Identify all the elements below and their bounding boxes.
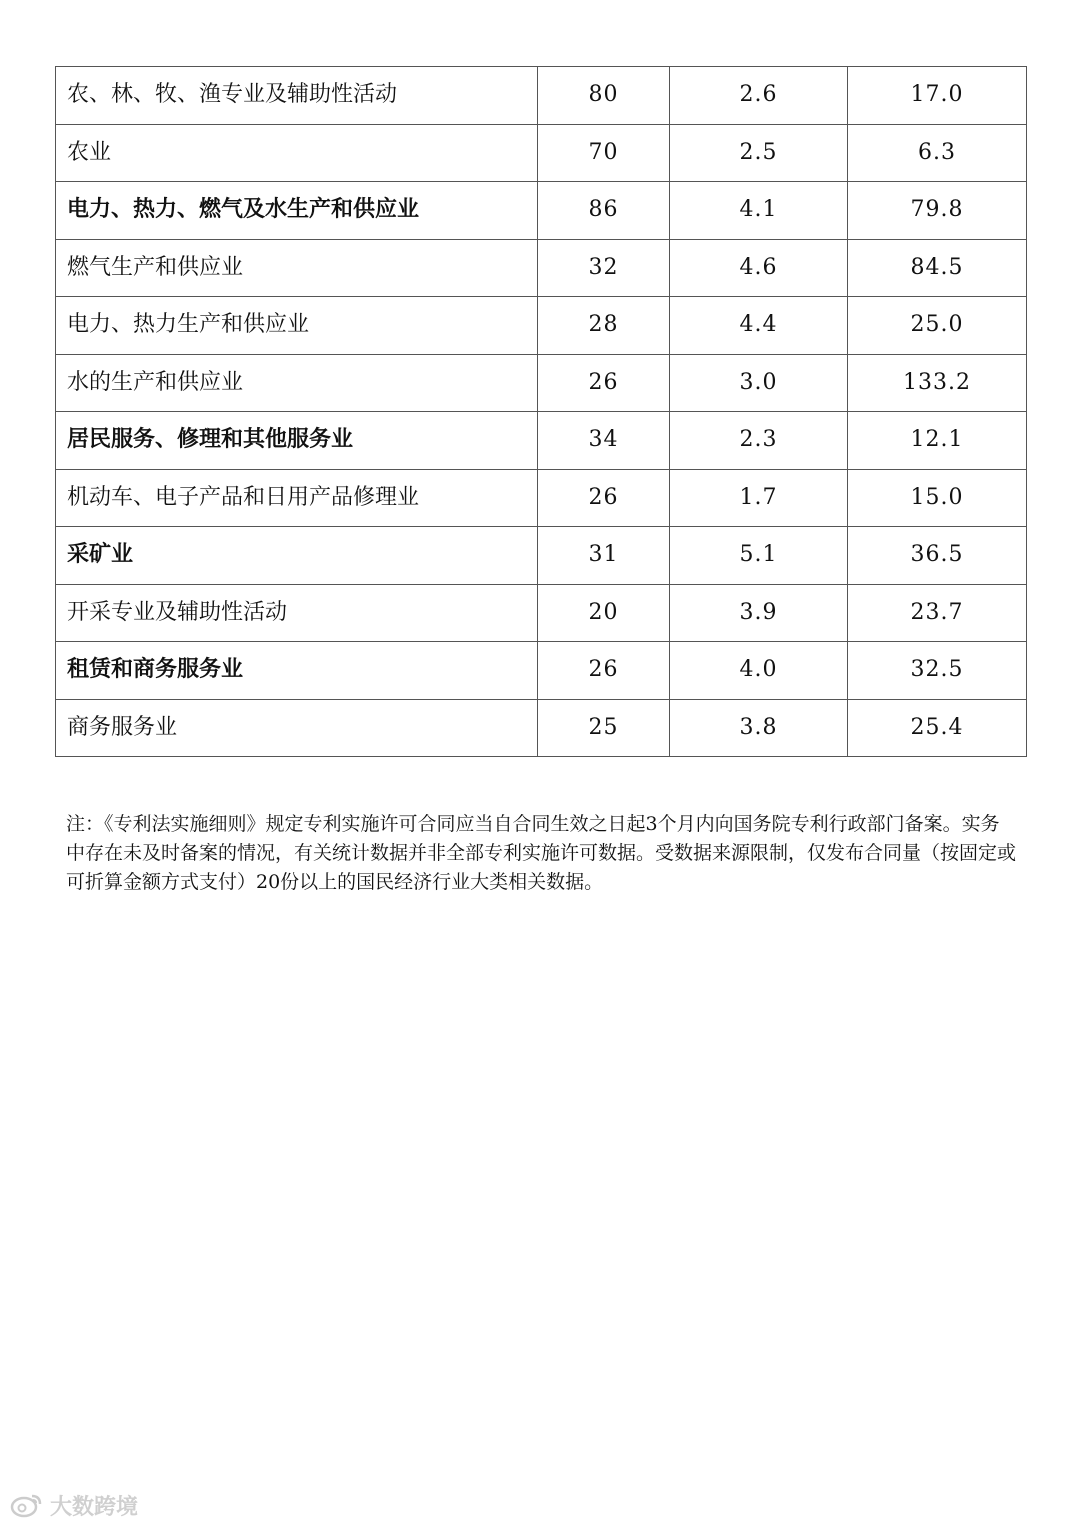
watermark — [10, 1490, 138, 1520]
industry-name-cell: 商务服务业 — [56, 699, 538, 757]
value-cell-1: 70 — [538, 124, 670, 182]
table-row — [56, 297, 1027, 355]
value-cell-2: 2.5 — [670, 124, 848, 182]
table-row — [56, 699, 1027, 757]
value-cell-1: 20 — [538, 584, 670, 642]
industry-name-cell: 农业 — [56, 124, 538, 182]
value-cell-2: 4.6 — [670, 239, 848, 297]
table-row — [56, 642, 1027, 700]
value-cell-1: 28 — [538, 297, 670, 355]
industry-name-cell: 开采专业及辅助性活动 — [56, 584, 538, 642]
industry-name-cell: 采矿业 — [56, 527, 538, 585]
value-cell-1: 32 — [538, 239, 670, 297]
value-cell-1: 86 — [538, 182, 670, 240]
watermark-text: 大数跨境 — [50, 1494, 139, 1520]
table-row — [56, 239, 1027, 297]
weibo-logo-icon — [10, 1492, 44, 1518]
industry-name-cell: 机动车、电子产品和日用产品修理业 — [56, 469, 538, 527]
value-cell-3: 36.5 — [848, 527, 1027, 585]
value-cell-2: 3.9 — [670, 584, 848, 642]
value-cell-3: 12.1 — [848, 412, 1027, 470]
value-cell-2: 5.1 — [670, 527, 848, 585]
table-footnote: 注：《专利法实施细则》规定专利实施许可合同应当自合同生效之日起3个月内向国务院专利行政部门备案。实务中存在未及时备案的情况，有关统计数据并非全部专利实施许可数据。受数据来源限制，仅发布合同量（按固定或可折算金额方式支付）20份以上的国民经济行业大类相关数据。 — [66, 813, 1017, 893]
value-cell-3: 15.0 — [848, 469, 1027, 527]
value-cell-2: 3.0 — [670, 354, 848, 412]
value-cell-1: 26 — [538, 642, 670, 700]
industry-name-cell: 租赁和商务服务业 — [56, 642, 538, 700]
table-row — [56, 527, 1027, 585]
value-cell-1: 80 — [538, 67, 670, 125]
value-cell-3: 17.0 — [848, 67, 1027, 125]
value-cell-2: 2.3 — [670, 412, 848, 470]
industry-name-cell: 水的生产和供应业 — [56, 354, 538, 412]
value-cell-1: 26 — [538, 469, 670, 527]
value-cell-3: 32.5 — [848, 642, 1027, 700]
table-row — [56, 469, 1027, 527]
value-cell-2: 2.6 — [670, 67, 848, 125]
table-row — [56, 124, 1027, 182]
value-cell-1: 26 — [538, 354, 670, 412]
value-cell-3: 79.8 — [848, 182, 1027, 240]
industry-name-cell: 电力、热力、燃气及水生产和供应业 — [56, 182, 538, 240]
industry-name-cell: 居民服务、修理和其他服务业 — [56, 412, 538, 470]
table-row — [56, 67, 1027, 125]
value-cell-3: 23.7 — [848, 584, 1027, 642]
value-cell-2: 4.4 — [670, 297, 848, 355]
industry-name-cell: 燃气生产和供应业 — [56, 239, 538, 297]
value-cell-1: 25 — [538, 699, 670, 757]
value-cell-3: 25.0 — [848, 297, 1027, 355]
value-cell-3: 84.5 — [848, 239, 1027, 297]
table-row — [56, 584, 1027, 642]
industry-data-table — [55, 66, 1027, 757]
value-cell-3: 133.2 — [848, 354, 1027, 412]
value-cell-2: 4.1 — [670, 182, 848, 240]
industry-name-cell: 农、林、牧、渔专业及辅助性活动 — [56, 67, 538, 125]
value-cell-1: 34 — [538, 412, 670, 470]
value-cell-2: 4.0 — [670, 642, 848, 700]
table-row — [56, 182, 1027, 240]
value-cell-2: 3.8 — [670, 699, 848, 757]
value-cell-2: 1.7 — [670, 469, 848, 527]
value-cell-3: 25.4 — [848, 699, 1027, 757]
table-row — [56, 412, 1027, 470]
table-body — [56, 67, 1027, 757]
industry-name-cell: 电力、热力生产和供应业 — [56, 297, 538, 355]
value-cell-1: 31 — [538, 527, 670, 585]
table-row — [56, 354, 1027, 412]
value-cell-3: 6.3 — [848, 124, 1027, 182]
